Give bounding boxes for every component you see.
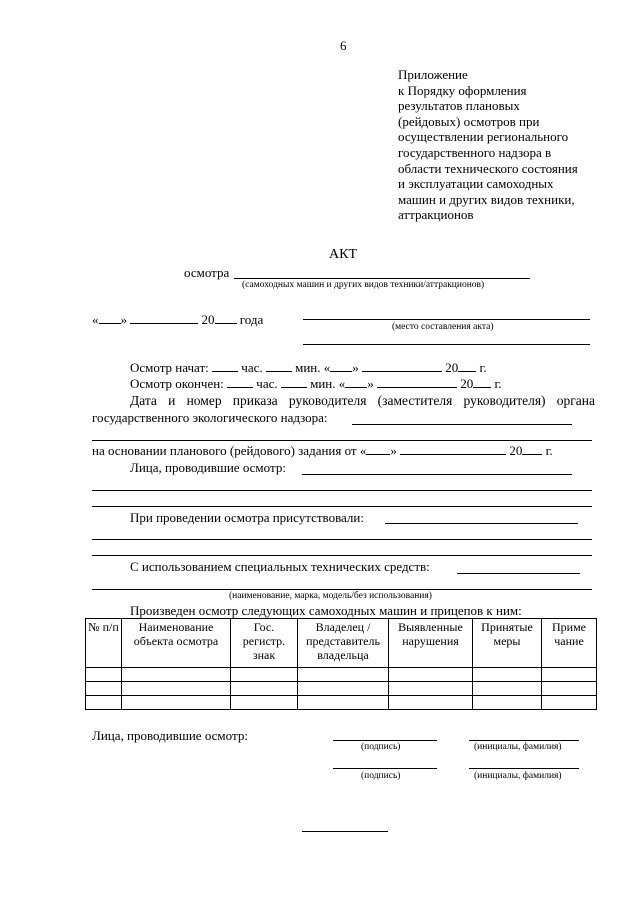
started-label: Осмотр начат:: [130, 360, 209, 375]
quote-close: »: [390, 443, 397, 458]
hours-unit: час.: [241, 360, 263, 375]
appendix-line: (рейдовых) осмотров при: [398, 113, 540, 129]
table-cell[interactable]: [231, 696, 298, 710]
basis-year-field[interactable]: [522, 443, 542, 455]
header-owner: Владелец / представитель владельца: [298, 619, 389, 668]
present-field-extra-1[interactable]: [92, 539, 592, 540]
appendix-block: [398, 67, 613, 223]
basis-day-field[interactable]: [366, 443, 390, 455]
start-year-field[interactable]: [458, 360, 476, 372]
start-month-field[interactable]: [362, 360, 442, 372]
table-cell[interactable]: [122, 668, 231, 682]
hours-unit: час.: [256, 376, 278, 391]
start-hours-field[interactable]: [212, 360, 238, 372]
table-cell[interactable]: [389, 682, 473, 696]
signature-hint: (подпись): [361, 771, 401, 781]
inspectors-field[interactable]: [302, 474, 572, 475]
quote-close: »: [367, 376, 374, 391]
name-hint: (инициалы, фамилия): [474, 771, 562, 781]
quote-close: »: [352, 360, 359, 375]
table-header-row: [86, 619, 597, 668]
inspectors-field-extra-2[interactable]: [92, 506, 592, 507]
end-month-field[interactable]: [377, 376, 457, 388]
appendix-line: осуществлении регионального: [398, 129, 569, 145]
year-field[interactable]: [215, 312, 237, 324]
table-cell[interactable]: [542, 696, 597, 710]
appendix-line: к Порядку оформления: [398, 82, 527, 98]
header-measures: Принятые меры: [473, 619, 542, 668]
place-hint: (место составления акта): [392, 322, 494, 332]
inspection-started-row: [130, 360, 487, 376]
end-hours-field[interactable]: [227, 376, 253, 388]
object-type-hint: (самоходных машин и других видов техники/аттракционов): [242, 280, 485, 290]
tech-field-extra[interactable]: [92, 589, 592, 590]
table-cell[interactable]: [542, 668, 597, 682]
header-object-name: Наименование объекта осмотра: [122, 619, 231, 668]
inspection-ended-row: [130, 376, 502, 392]
table-cell[interactable]: [86, 668, 122, 682]
appendix-line: машин и других видов техники,: [398, 191, 575, 207]
tech-hint: (наименование, марка, модель/без использования): [229, 591, 432, 601]
appendix-line: и эксплуатации самоходных: [398, 176, 554, 192]
table-row: [86, 682, 597, 696]
date-line: [92, 312, 263, 328]
basis-month-field[interactable]: [400, 443, 506, 455]
header-reg-plate: Гос. регистр. знак: [231, 619, 298, 668]
header-note: Приме чание: [542, 619, 597, 668]
table-cell[interactable]: [231, 668, 298, 682]
basis-year-prefix: 20: [509, 443, 523, 458]
minutes-unit: мин.: [310, 376, 336, 391]
place-field[interactable]: [303, 319, 590, 320]
order-line-1: Дата и номер приказа руководителя (заместителя руководителя) органа: [130, 393, 595, 408]
signature-field-1[interactable]: [333, 740, 437, 741]
quote-open: «: [338, 376, 346, 391]
closing-divider: [302, 831, 388, 832]
year-prefix: 20: [460, 376, 474, 391]
appendix-line: области технического состояния: [398, 160, 578, 176]
quote-open: «: [359, 443, 367, 458]
basis-year-suffix: г.: [545, 443, 553, 458]
end-year-field[interactable]: [473, 376, 491, 388]
year-prefix: 20: [201, 312, 215, 327]
quote-close: »: [120, 312, 127, 327]
table-cell[interactable]: [473, 668, 542, 682]
table-cell[interactable]: [389, 696, 473, 710]
minutes-unit: мин.: [295, 360, 321, 375]
table-cell[interactable]: [298, 682, 389, 696]
day-field[interactable]: [99, 312, 121, 324]
name-hint: (инициалы, фамилия): [474, 742, 562, 752]
end-day-field[interactable]: [345, 376, 367, 388]
header-number: № п/п: [86, 619, 122, 668]
table-cell[interactable]: [86, 682, 122, 696]
table-cell[interactable]: [542, 682, 597, 696]
year-prefix: 20: [445, 360, 459, 375]
table-cell[interactable]: [389, 668, 473, 682]
basis-row: [92, 443, 553, 459]
signature-field-2[interactable]: [333, 768, 437, 769]
appendix-line: Приложение: [398, 67, 468, 82]
header-violations: Выявленные нарушения: [389, 619, 473, 668]
table-cell[interactable]: [122, 696, 231, 710]
appendix-line: государственного надзора в: [398, 144, 552, 160]
month-field[interactable]: [130, 312, 198, 324]
start-day-field[interactable]: [330, 360, 352, 372]
present-field[interactable]: [385, 523, 578, 524]
signatures-label: Лица, проводившие осмотр:: [92, 728, 248, 743]
present-field-extra-2[interactable]: [92, 555, 592, 556]
order-line-2: государственного экологического надзора:: [92, 410, 328, 425]
name-field-1[interactable]: [469, 740, 579, 741]
year-suffix: г.: [479, 360, 487, 375]
table-row: [86, 668, 597, 682]
basis-label: на основании планового (рейдового) задания от: [92, 443, 357, 458]
inspectors-field-extra-1[interactable]: [92, 490, 592, 491]
object-type-field[interactable]: [234, 278, 530, 279]
present-label: При проведении осмотра присутствовали:: [130, 510, 364, 525]
appendix-line: аттракционов: [398, 207, 474, 223]
name-field-2[interactable]: [469, 768, 579, 769]
tech-label: С использованием специальных технических средств:: [130, 559, 430, 574]
order-field-extra[interactable]: [92, 440, 592, 441]
order-field[interactable]: [352, 424, 572, 425]
appendix-line: результатов плановых: [398, 98, 520, 114]
end-minutes-field[interactable]: [281, 376, 307, 388]
subtitle-prefix: осмотра: [184, 265, 230, 280]
table-cell[interactable]: [86, 696, 122, 710]
signature-hint: (подпись): [361, 742, 401, 752]
table-cell[interactable]: [231, 682, 298, 696]
page-number: 6: [340, 38, 347, 53]
document-title: АКТ: [329, 247, 357, 262]
table-cell[interactable]: [298, 668, 389, 682]
table-cell[interactable]: [298, 696, 389, 710]
inspection-table: [85, 618, 597, 710]
quote-open: «: [92, 312, 99, 327]
table-row: [86, 696, 597, 710]
quote-open: «: [323, 360, 331, 375]
table-cell[interactable]: [473, 682, 542, 696]
inspectors-label: Лица, проводившие осмотр:: [130, 460, 286, 475]
table-cell[interactable]: [473, 696, 542, 710]
tech-field[interactable]: [457, 573, 580, 574]
ended-label: Осмотр окончен:: [130, 376, 224, 391]
table-cell[interactable]: [122, 682, 231, 696]
table-intro: Произведен осмотр следующих самоходных машин и прицепов к ним:: [130, 603, 522, 618]
year-suffix: года: [239, 312, 264, 327]
place-field-extra[interactable]: [303, 344, 590, 345]
year-suffix: г.: [494, 376, 502, 391]
start-minutes-field[interactable]: [266, 360, 292, 372]
